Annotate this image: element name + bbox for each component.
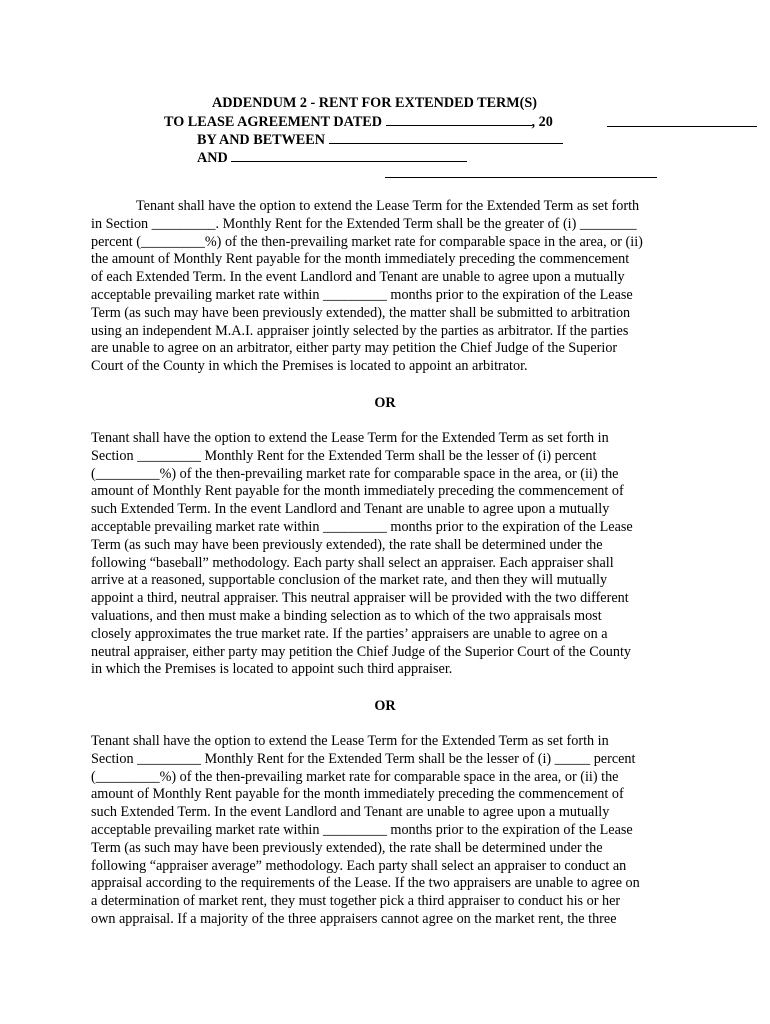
extra-blank-line[interactable] bbox=[385, 177, 657, 178]
paragraph-line: (_________%) of the then-prevailing market rate for comparable space in the area, or (ii) the bbox=[91, 465, 619, 482]
paragraph-line: acceptable prevailing market rate within _________ months prior to the expiration of the Lease bbox=[91, 821, 633, 838]
or-label: OR bbox=[374, 395, 396, 411]
paragraph-line: own appraisal. If a majority of the three appraisers cannot agree on the market rent, the three bbox=[91, 910, 617, 927]
paragraph-line: arrive at a reasoned, supportable conclusion of the market rate, and then they will mutually bbox=[91, 572, 608, 589]
paragraph-line: of each Extended Term. In the event Landlord and Tenant are unable to agree upon a mutually bbox=[91, 269, 625, 286]
paragraph-line: are unable to agree on an arbitrator, either party may petition the Chief Judge of the Superior bbox=[91, 340, 618, 357]
paragraph-line: the amount of Monthly Rent payable for the month immediately preceding the commencement bbox=[91, 251, 630, 268]
paragraph-line: Term (as such may have been previously extended), the rate shall be determined under the bbox=[91, 839, 603, 856]
paragraph-line: acceptable prevailing market rate within _________ months prior to the expiration of the Lease bbox=[91, 286, 633, 303]
paragraph-line: such Extended Term. In the event Landlord and Tenant are unable to agree upon a mutually bbox=[91, 501, 610, 518]
paragraph-line: Court of the County in which the Premises is located to appoint an arbitrator. bbox=[91, 358, 528, 375]
paragraph-line: Section _________ Monthly Rent for the Extended Term shall be the lesser of (i) _____ percent bbox=[91, 750, 636, 767]
paragraph-line: Term (as such may have been previously extended), the rate shall be determined under the bbox=[91, 536, 603, 553]
lease-year-label: , 20 bbox=[531, 114, 553, 130]
paragraph-line: a determination of market rent, they must together pick a third appraiser to conduct his or her bbox=[91, 893, 621, 910]
option-paragraph-3 bbox=[91, 733, 691, 929]
addendum-title-text: ADDENDUM 2 - RENT FOR EXTENDED TERM(S) bbox=[212, 95, 538, 111]
paragraph-line: appoint a third, neutral appraiser. This neutral appraiser will be provided with the two different bbox=[91, 590, 629, 607]
tenant-name-blank[interactable] bbox=[231, 148, 467, 162]
option-paragraph-1 bbox=[91, 198, 691, 376]
or-label: OR bbox=[374, 698, 396, 714]
paragraph-line: in which the Premises is located to appoint such third appraiser. bbox=[91, 661, 453, 678]
paragraph-line: percent (_________%) of the then-prevailing market rate for comparable space in the area, or (ii) bbox=[91, 233, 643, 250]
paragraph-line: neutral appraiser, either party may petition the Chief Judge of the Superior Court of the County bbox=[91, 643, 631, 660]
paragraph-line: appraisal according to the requirements of the Lease. If the two appraisers are unable to agree on bbox=[91, 875, 640, 892]
paragraph-line: Tenant shall have the option to extend the Lease Term for the Extended Term as set forth in bbox=[91, 733, 609, 749]
paragraph-line: closely approximates the true market rate. If the parties’ appraisers are unable to agree on a bbox=[91, 625, 608, 642]
parties-between-line bbox=[197, 130, 563, 149]
paragraph-line: in Section _________. Monthly Rent for the Extended Term shall be the greater of (i) ________ bbox=[91, 215, 637, 232]
paragraph-line: Term (as such may have been previously extended), the matter shall be submitted to arbitration bbox=[91, 304, 631, 321]
paragraph-line: (_________%) of the then-prevailing market rate for comparable space in the area, or (ii) the bbox=[91, 768, 619, 785]
or-separator-1 bbox=[0, 395, 770, 412]
paragraph-line: amount of Monthly Rent payable for the month immediately preceding the commencement of bbox=[91, 483, 624, 500]
lease-date-blank[interactable] bbox=[386, 112, 532, 126]
paragraph-line: Tenant shall have the option to extend the Lease Term for the Extended Term as set forth bbox=[136, 198, 640, 214]
and-label: AND bbox=[197, 150, 228, 166]
lease-date-label: TO LEASE AGREEMENT DATED bbox=[164, 114, 382, 130]
paragraph-line: using an independent M.A.I. appraiser jointly selected by the parties as arbitrator. If the parties bbox=[91, 322, 629, 339]
paragraph-line: acceptable prevailing market rate within _________ months prior to the expiration of the Lease bbox=[91, 518, 633, 535]
paragraph-line: following “appraiser average” methodology. Each party shall select an appraiser to conduct an bbox=[91, 857, 627, 874]
by-and-between-label: BY AND BETWEEN bbox=[197, 132, 325, 148]
or-separator-2 bbox=[0, 698, 770, 715]
option-paragraph-2 bbox=[91, 430, 691, 679]
year-blank-line[interactable] bbox=[607, 126, 757, 127]
paragraph-line: Section _________ Monthly Rent for the Extended Term shall be the lesser of (i) percent bbox=[91, 447, 597, 464]
paragraph-line: valuations, and then must make a binding selection as to which of the two appraisals most bbox=[91, 607, 602, 624]
paragraph-line: amount of Monthly Rent payable for the month immediately preceding the commencement of bbox=[91, 786, 624, 803]
paragraph-line: following “baseball” methodology. Each party shall select an appraiser. Each appraiser shall bbox=[91, 554, 614, 571]
paragraph-line: such Extended Term. In the event Landlord and Tenant are unable to agree upon a mutually bbox=[91, 804, 610, 821]
paragraph-line: Tenant shall have the option to extend the Lease Term for the Extended Term as set forth in bbox=[91, 430, 609, 446]
addendum-title bbox=[212, 94, 537, 112]
lease-date-line bbox=[164, 112, 553, 131]
parties-and-line bbox=[197, 148, 467, 167]
landlord-name-blank[interactable] bbox=[329, 130, 563, 144]
